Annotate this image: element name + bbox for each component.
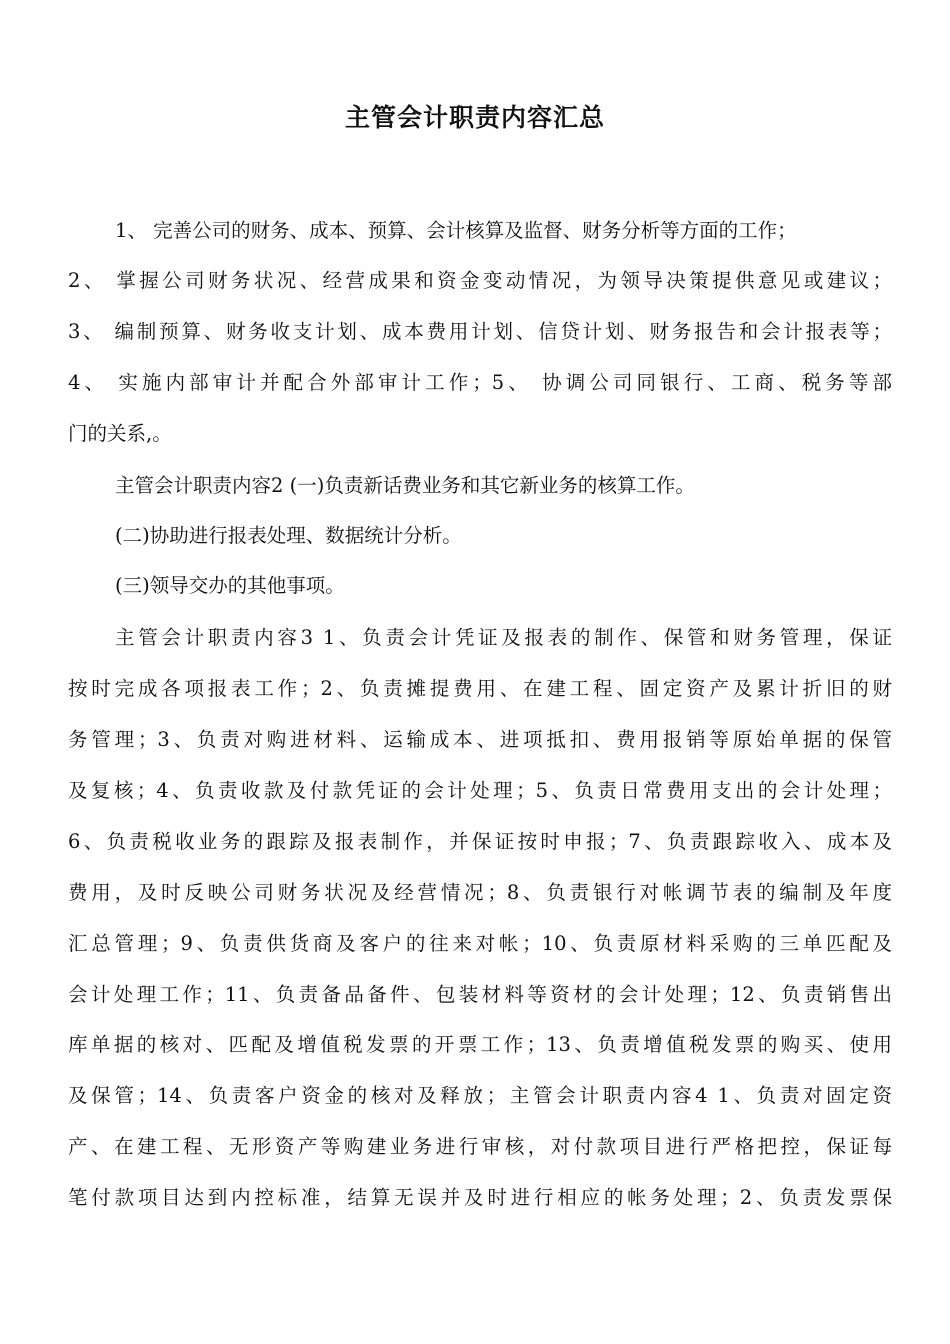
text-line-7: (二)协助进行报表处理、数据统计分析。 bbox=[115, 524, 462, 547]
text-line-14: 费用，及时反映公司财务状况及经营情况；8、负责银行对帐调节表的编制及年度 bbox=[68, 881, 892, 904]
text-line-5: 门的关系,。 bbox=[68, 422, 172, 445]
text-line-16: 会计处理工作；11、负责备品备件、包装材料等资材的会计处理；12、负责销售出 bbox=[68, 983, 892, 1006]
text-line-15: 汇总管理；9、负责供货商及客户的往来对帐；10、负责原材料采购的三单匹配及 bbox=[68, 932, 892, 955]
text-line-4: 4、 实施内部审计并配合外部审计工作；5、 协调公司同银行、工商、税务等部 bbox=[68, 371, 892, 394]
page-title: 主管会计职责内容汇总 bbox=[344, 103, 605, 132]
text-line-8: (三)领导交办的其他事项。 bbox=[115, 574, 345, 597]
text-line-3: 3、 编制预算、财务收支计划、成本费用计划、信贷计划、财务报告和会计报表等； bbox=[68, 320, 892, 343]
text-line-6: 主管会计职责内容2 (一)负责新话费业务和其它新业务的核算工作。 bbox=[115, 474, 695, 497]
text-line-1: 1、 完善公司的财务、成本、预算、会计核算及监督、财务分析等方面的工作； bbox=[115, 219, 797, 242]
text-line-20: 笔付款项目达到内控标准，结算无误并及时进行相应的帐务处理；2、负责发票保 bbox=[68, 1186, 892, 1209]
text-line-12: 及复核；4、负责收款及付款凭证的会计处理；5、负责日常费用支出的会计处理； bbox=[68, 779, 892, 802]
text-line-17: 库单据的核对、匹配及增值税发票的开票工作；13、负责增值税发票的购买、使用 bbox=[68, 1033, 892, 1056]
text-line-19: 产、在建工程、无形资产等购建业务进行审核，对付款项目进行严格把控，保证每 bbox=[68, 1135, 892, 1158]
text-line-10: 按时完成各项报表工作；2、负责摊提费用、在建工程、固定资产及累计折旧的财 bbox=[68, 677, 892, 700]
text-line-13: 6、负责税收业务的跟踪及报表制作，并保证按时申报；7、负责跟踪收入、成本及 bbox=[68, 830, 892, 853]
text-line-9: 主管会计职责内容3 1、负责会计凭证及报表的制作、保管和财务管理，保证 bbox=[115, 626, 892, 649]
text-line-2: 2、 掌握公司财务状况、经营成果和资金变动情况，为领导决策提供意见或建议； bbox=[68, 269, 892, 292]
text-line-18: 及保管；14、负责客户资金的核对及释放；主管会计职责内容4 1、负责对固定资 bbox=[68, 1084, 892, 1107]
text-line-11: 务管理；3、负责对购进材料、运输成本、进项抵扣、费用报销等原始单据的保管 bbox=[68, 728, 892, 751]
